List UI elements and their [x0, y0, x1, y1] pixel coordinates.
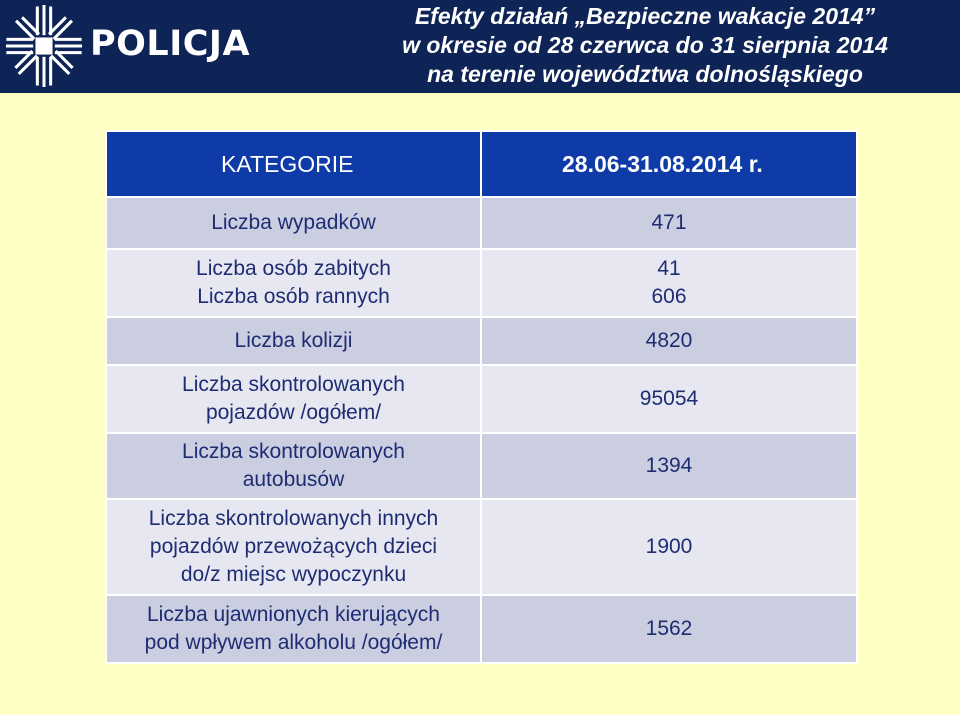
page-title [300, 2, 960, 89]
row-label-vehicles-checked [106, 365, 481, 433]
row-value-collisions [481, 317, 857, 365]
value-line: 1562 [645, 617, 693, 640]
value-line: 95054 [639, 387, 699, 410]
table-row [106, 499, 857, 595]
value-line: 606 [651, 285, 687, 308]
label-line: pod wpływem alkoholu /ogółem/ [144, 631, 443, 654]
label-line: Liczba ujawnionych kierujących [147, 603, 440, 626]
row-value-buses-checked [481, 433, 857, 499]
label-line: Liczba skontrolowanych innych [148, 507, 439, 530]
row-label-collisions [106, 317, 481, 365]
label-line: autobusów [242, 468, 345, 491]
label-line: Liczba wypadków [211, 211, 376, 234]
label-line: Liczba kolizji [234, 329, 353, 352]
table-row [106, 365, 857, 433]
label-line: Liczba osób zabitych [196, 257, 391, 280]
label-line: Liczba osób rannych [197, 285, 390, 308]
value-line: 1900 [645, 535, 693, 558]
table-row [106, 595, 857, 663]
label-line: do/z miejsc wypoczynku [180, 563, 407, 586]
table-row [106, 249, 857, 317]
title-line: na terenie województwa dolnośląskiego [427, 61, 863, 87]
row-label-casualties [106, 249, 481, 317]
row-label-other-vehicles [106, 499, 481, 595]
row-value-accidents [481, 197, 857, 249]
row-value-casualties [481, 249, 857, 317]
column-header-period: 28.06-31.08.2014 r. [481, 131, 857, 197]
value-line: 4820 [645, 329, 693, 352]
title-line: w okresie od 28 czerwca do 31 sierpnia 2014 [402, 32, 888, 58]
logo-wordmark: POLICJA [90, 24, 251, 64]
statistics-table [105, 130, 858, 664]
police-star-emblem-icon [6, 5, 82, 87]
table-row [106, 197, 857, 249]
value-line: 41 [657, 257, 681, 280]
label-line: Liczba skontrolowanych [182, 440, 405, 463]
table-row [106, 317, 857, 365]
table-row [106, 433, 857, 499]
title-line: Efekty działań „Bezpieczne wakacje 2014” [414, 3, 876, 29]
table-header-row [106, 131, 857, 197]
row-value-other-vehicles [481, 499, 857, 595]
value-line: 1394 [645, 454, 693, 477]
label-line: pojazdów przewożących dzieci [149, 535, 438, 558]
row-label-accidents [106, 197, 481, 249]
row-label-buses-checked [106, 433, 481, 499]
row-value-drunk-drivers [481, 595, 857, 663]
row-value-vehicles-checked [481, 365, 857, 433]
label-line: pojazdów /ogółem/ [205, 401, 382, 424]
column-header-categories: KATEGORIE [106, 131, 481, 197]
row-label-drunk-drivers [106, 595, 481, 663]
header-bar [0, 0, 960, 93]
value-line: 471 [651, 211, 687, 234]
label-line: Liczba skontrolowanych [182, 373, 405, 396]
